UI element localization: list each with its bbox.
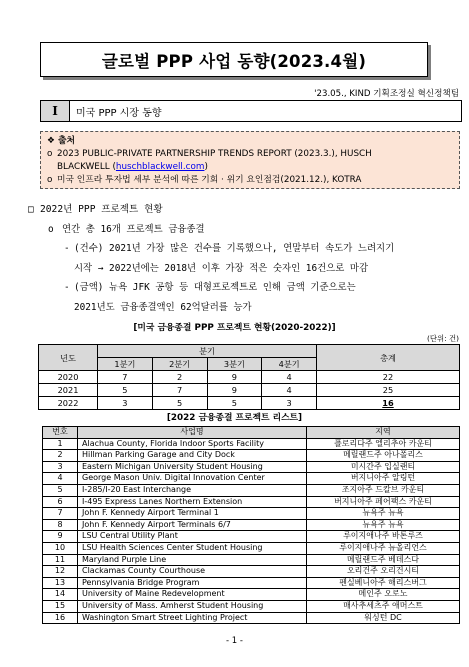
col-year: 년도 [39, 345, 98, 371]
table-row [43, 484, 460, 496]
table-row [43, 496, 460, 508]
cell-region: 플로리다주 엘리추아 카운티 [307, 438, 460, 450]
dash-count-line-1: (건수) 2021년 가장 많은 건수를 기록했으나, 연말부터 속도가 느려지기 [74, 243, 395, 254]
body-text [28, 200, 460, 317]
financial-close-table [38, 344, 460, 410]
source-1-line-1: 2023 PUBLIC-PRIVATE PARTNERSHIP TRENDS REPORT (2023.3.), HUSCH [57, 149, 372, 159]
source-1-line-2 [57, 161, 453, 174]
col-name: 사업명 [78, 427, 307, 439]
dash-amount-line-1: (금액) 뉴욕 JFK 공항 등 대형프로젝트로 인해 금액 기준으로는 [74, 282, 356, 293]
cell-no: 15 [43, 600, 78, 612]
project-list-table [42, 426, 460, 624]
col-no: 번호 [43, 427, 78, 439]
cell-q3: 5 [207, 397, 262, 410]
col-q1: 1분기 [98, 358, 153, 371]
col-total: 총계 [317, 345, 460, 371]
cell-region: 버지니아주 알링턴 [307, 473, 460, 485]
dash-count [28, 239, 460, 278]
cell-region: 펜실베니아주 해리스버그 [307, 577, 460, 589]
cell-no: 10 [43, 542, 78, 554]
cell-no: 11 [43, 554, 78, 566]
section-header [40, 100, 462, 122]
table-row [43, 577, 460, 589]
source-link[interactable]: huschblackwell.com [115, 162, 205, 172]
page-number: - 1 - [226, 636, 243, 646]
cell-region: 메릴랜드주 베데스다 [307, 554, 460, 566]
table-row [43, 531, 460, 543]
cell-name: University of Maine Redevelopment [78, 589, 307, 601]
cell-total: 22 [317, 371, 460, 384]
table1-caption: [미국 금융종결 PPP 프로젝트 현황(2020-2022)] [133, 323, 336, 333]
cell-q3: 9 [207, 384, 262, 397]
cell-region: 매사추세츠주 애머스트 [307, 600, 460, 612]
cell-q1: 5 [98, 384, 153, 397]
cell-region: 버지니아주 페어팩스 카운티 [307, 496, 460, 508]
cell-no: 2 [43, 450, 78, 462]
cell-name: Alachua County, Florida Indoor Sports Facility [78, 438, 307, 450]
cell-q1: 3 [98, 397, 153, 410]
cell-name: Clackamas County Courthouse [78, 566, 307, 578]
cell-region: 미시간주 입실랜티 [307, 461, 460, 473]
cell-no: 5 [43, 484, 78, 496]
table-row [43, 508, 460, 520]
cell-q4: 4 [262, 384, 317, 397]
cell-no: 6 [43, 496, 78, 508]
cell-no: 3 [43, 461, 78, 473]
dash-count-line-2: 시작 → 2022년에는 2018년 이후 가장 적은 숫자인 16건으로 마감 [74, 262, 369, 274]
cell-name: George Mason Univ. Digital Innovation Center [78, 473, 307, 485]
cell-region: 뉴욕주 뉴욕 [307, 508, 460, 520]
table-row [39, 397, 460, 410]
table-row [43, 461, 460, 473]
cell-no: 4 [43, 473, 78, 485]
table-row [39, 384, 460, 397]
table-row [43, 566, 460, 578]
cell-q4: 4 [262, 371, 317, 384]
col-q4: 4분기 [262, 358, 317, 371]
cell-name: I-495 Express Lanes Northern Extension [78, 496, 307, 508]
cell-region: 루이지애나주 바톤루즈 [307, 531, 460, 543]
section-number: I [41, 101, 70, 121]
cell-no: 1 [43, 438, 78, 450]
cell-total: 25 [317, 384, 460, 397]
cell-name: University of Mass. Amherst Student Housing [78, 600, 307, 612]
table-row [43, 519, 460, 531]
cell-name: John F. Kennedy Airport Terminal 1 [78, 508, 307, 520]
cell-year: 2020 [39, 371, 98, 384]
table-row [43, 438, 460, 450]
page-title: 글로벌 PPP 사업 동향(2023.4월) [40, 42, 428, 77]
table2-caption: [2022 금융종결 프로젝트 리스트] [166, 413, 303, 423]
source-heading: ❖ 출처 [47, 136, 75, 146]
cell-region: 메인주 오로노 [307, 589, 460, 601]
table-row [43, 542, 460, 554]
source-item-1 [47, 148, 453, 174]
cell-name: John F. Kennedy Airport Terminals 6/7 [78, 519, 307, 531]
cell-q2: 5 [152, 397, 207, 410]
cell-q3: 9 [207, 371, 262, 384]
cell-region: 루이지애나주 뉴올리언스 [307, 542, 460, 554]
cell-no: 12 [43, 566, 78, 578]
col-quarter: 분기 [98, 345, 317, 358]
cell-no: 9 [43, 531, 78, 543]
bullet-annual-total: o 연간 총 16개 프로젝트 금융종결 [28, 220, 460, 240]
col-q3: 3분기 [207, 358, 262, 371]
cell-q1: 7 [98, 371, 153, 384]
source-1-suffix: ) [204, 162, 208, 172]
heading-2022-status: □ 2022년 PPP 프로젝트 현황 [28, 200, 460, 220]
cell-q4: 3 [262, 397, 317, 410]
cell-no: 16 [43, 612, 78, 624]
cell-no: 13 [43, 577, 78, 589]
cell-year: 2022 [39, 397, 98, 410]
cell-region: 메릴랜드주 아나폴리스 [307, 450, 460, 462]
cell-region: 조지아주 드칼브 카운티 [307, 484, 460, 496]
cell-q2: 7 [152, 384, 207, 397]
cell-name: Eastern Michigan University Student Housing [78, 461, 307, 473]
cell-region: 워싱턴 DC [307, 612, 460, 624]
table-row [43, 554, 460, 566]
cell-q2: 2 [152, 371, 207, 384]
col-region: 지역 [307, 427, 460, 439]
cell-no: 8 [43, 519, 78, 531]
cell-region: 오리건주 오리건시티 [307, 566, 460, 578]
dash-amount [28, 278, 460, 317]
cell-year: 2021 [39, 384, 98, 397]
document-subtitle: '23.05., KIND 기획조정실 혁신정책팀 [314, 89, 459, 99]
table-row [43, 600, 460, 612]
cell-name: Pennsylvania Bridge Program [78, 577, 307, 589]
cell-name: Hillman Parking Garage and City Dock [78, 450, 307, 462]
source-box [40, 131, 460, 189]
table-row [43, 473, 460, 485]
dash-amount-line-2: 2021년도 금융종결액인 62억달러를 능가 [74, 301, 252, 313]
table-row [43, 450, 460, 462]
cell-name: Maryland Purple Line [78, 554, 307, 566]
source-item-2: o 미국 인프라 투자법 세부 분석에 따른 기회 · 위기 요인점검(2021.12.), KOTRA [47, 174, 453, 187]
section-title: 미국 PPP 시장 동향 [76, 107, 162, 119]
cell-name: LSU Central Utility Plant [78, 531, 307, 543]
cell-name: LSU Health Sciences Center Student Housing [78, 542, 307, 554]
cell-name: I-285/I-20 East Interchange [78, 484, 307, 496]
unit-label: (단위: 건) [426, 334, 459, 343]
cell-total: 16 [317, 397, 460, 410]
cell-no: 14 [43, 589, 78, 601]
table-row [43, 612, 460, 624]
table-row [39, 371, 460, 384]
source-1-prefix: BLACKWELL ( [57, 162, 116, 172]
cell-region: 뉴욕주 뉴욕 [307, 519, 460, 531]
table-row [43, 589, 460, 601]
cell-no: 7 [43, 508, 78, 520]
col-q2: 2분기 [152, 358, 207, 371]
cell-name: Washington Smart Street Lighting Project [78, 612, 307, 624]
